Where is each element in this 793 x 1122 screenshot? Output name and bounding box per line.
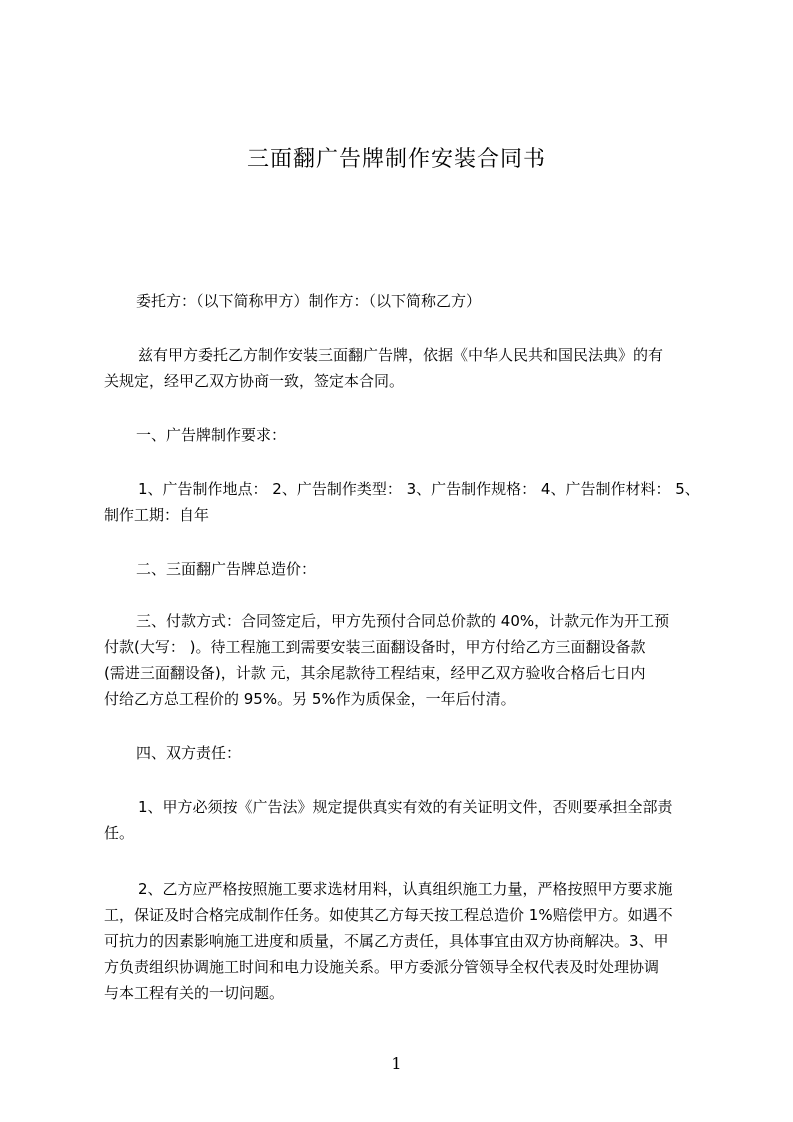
section-3-line-1: 三、付款方式：合同签定后，甲方先预付合同总价款的 40%，计款元作为开工预 (136, 612, 670, 630)
document-title: 三面翻广告牌制作安装合同书 (246, 147, 546, 172)
section-4-item-2-line-5: 与本工程有关的一切问题。 (104, 984, 285, 1002)
intro-line-1: 兹有甲方委托乙方制作安装三面翻广告牌，依据《中华人民共和国民法典》的有 (138, 346, 664, 364)
section-4-heading: 四、双方责任： (136, 744, 242, 762)
section-1-line-1: 1、广告制作地点： 2、广告制作类型： 3、广告制作规格： 4、广告制作材料： 5、 (138, 480, 700, 498)
section-4-item-1-line-1: 1、甲方必须按《广告法》规定提供真实有效的有关证明文件，否则要承担全部责 (138, 798, 673, 816)
section-4-item-1-line-2: 任。 (104, 824, 135, 842)
page-number: 1 (391, 1054, 402, 1073)
section-4-item-2-line-4: 方负责组织协调施工时间和电力设施关系。甲方委派分管领导全权代表及时处理协调 (104, 958, 660, 976)
section-2-heading: 二、三面翻广告牌总造价： (136, 560, 317, 578)
section-3-line-2: 付款(大写： )。待工程施工到需要安装三面翻设备时，甲方付给乙方三面翻设备款 (104, 638, 646, 656)
parties-line: 委托方：（以下简称甲方）制作方：（以下简称乙方） (136, 292, 482, 310)
section-1-line-2: 制作工期：自年 (104, 506, 210, 524)
intro-line-2: 关规定，经甲乙双方协商一致，签定本合同。 (104, 372, 405, 390)
section-4-item-2-line-2: 工，保证及时合格完成制作任务。如使其乙方每天按工程总造价 1%赔偿甲方。如遇不 (104, 906, 673, 924)
section-3-line-3: (需进三面翻设备)，计款 元，其余尾款待工程结束，经甲乙双方验收合格后七日内 (104, 664, 646, 682)
section-1-heading: 一、广告牌制作要求： (136, 426, 287, 444)
section-3-line-4: 付给乙方总工程价的 95%。另 5%作为质保金，一年后付清。 (104, 690, 516, 708)
section-4-item-2-line-3: 可抗力的因素影响施工进度和质量，不属乙方责任，具体事宜由双方协商解决。3、甲 (104, 932, 669, 950)
section-4-item-2-line-1: 2、乙方应严格按照施工要求选材用料，认真组织施工力量，严格按照甲方要求施 (138, 880, 673, 898)
